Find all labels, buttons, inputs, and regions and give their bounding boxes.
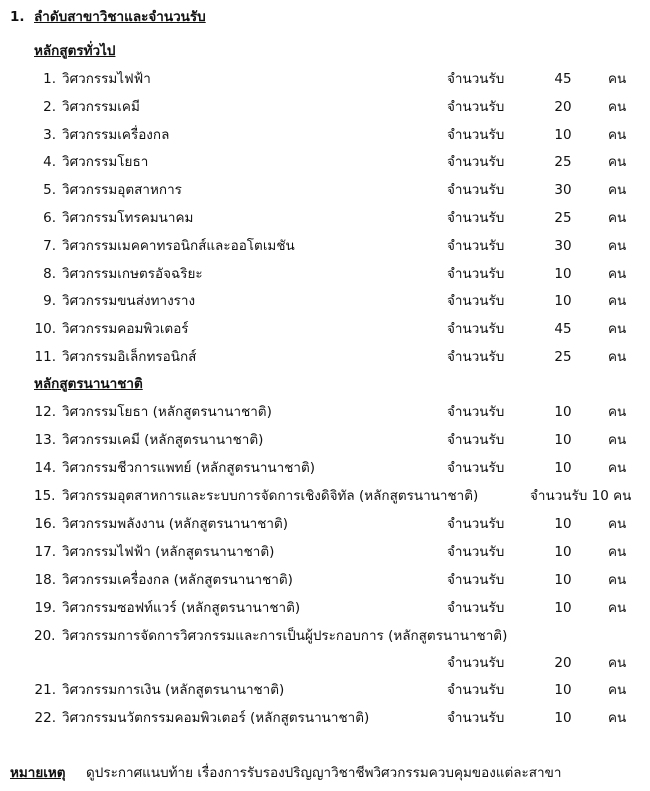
- item-count: 25: [554, 154, 572, 171]
- item-count: 10: [554, 600, 572, 616]
- item-name: วิศวกรรมเคมี: [62, 98, 140, 115]
- note-text: ดูประกาศแนบท้าย เรื่องการรับรองปริญญาวิชาชีพวิศวกรรมควบคุมของแต่ละสาขา: [86, 765, 562, 781]
- item-name: วิศวกรรมโทรคมนาคม: [62, 210, 194, 226]
- item-20-count: 20: [554, 655, 572, 671]
- item-count: 10: [554, 293, 572, 310]
- quota-label: จำนวนรับ: [447, 432, 505, 448]
- item-number: 4.: [43, 154, 56, 171]
- item-name: วิศวกรรมโยธา (หลักสูตรนานาชาติ): [62, 404, 272, 420]
- unit-label: คน: [608, 460, 627, 476]
- unit-label: คน: [608, 432, 627, 448]
- item-name: วิศวกรรมการเงิน (หลักสูตรนานาชาติ): [62, 682, 285, 698]
- unit-label: คน: [608, 544, 627, 560]
- item-number: 12.: [34, 404, 56, 420]
- quota-label: จำนวนรับ: [447, 404, 505, 420]
- item-count: 10: [554, 710, 572, 726]
- item-count: 25: [554, 210, 572, 226]
- item-number: 7.: [43, 237, 56, 254]
- item-count: 10: [554, 544, 572, 560]
- item-number: 9.: [43, 293, 56, 310]
- item-number: 6.: [43, 210, 56, 226]
- item-number: 21.: [34, 682, 56, 698]
- item-name: วิศวกรรมเครื่องกล: [62, 126, 170, 143]
- quota-label: จำนวนรับ: [447, 516, 505, 532]
- item-count: 10: [554, 265, 572, 282]
- item-name: วิศวกรรมขนส่งทางราง: [62, 293, 196, 310]
- unit-label: คน: [608, 265, 627, 282]
- quota-label: จำนวนรับ: [447, 265, 505, 282]
- item-number: 13.: [34, 432, 56, 448]
- unit-label: คน: [608, 98, 627, 115]
- item-15-name: วิศวกรรมอุตสาหการและระบบการจัดการเชิงดิจิทัล (หลักสูตรนานาชาติ): [62, 488, 479, 504]
- note-label: หมายเหตุ: [10, 765, 66, 781]
- unit-label: คน: [608, 71, 627, 87]
- item-20-name: วิศวกรรมการจัดการวิศวกรรมและการเป็นผู้ประกอบการ (หลักสูตรนานาชาติ): [62, 628, 508, 644]
- item-name: วิศวกรรมอุตสาหการ: [62, 182, 182, 199]
- unit-label: คน: [608, 293, 627, 310]
- item-number: 19.: [34, 600, 56, 616]
- unit-label: คน: [608, 682, 627, 698]
- quota-label: จำนวนรับ: [447, 544, 505, 560]
- item-name: วิศวกรรมเมคคาทรอนิกส์และออโตเมชัน: [62, 237, 295, 254]
- unit-label: คน: [608, 600, 627, 616]
- unit-label: คน: [608, 572, 627, 588]
- group-general-heading: หลักสูตรทั่วไป: [34, 43, 116, 59]
- item-number: 1.: [43, 71, 56, 87]
- item-count: 30: [554, 237, 572, 254]
- item-name: วิศวกรรมเคมี (หลักสูตรนานาชาติ): [62, 432, 264, 448]
- item-number: 11.: [34, 349, 56, 365]
- quota-label: จำนวนรับ: [447, 321, 505, 338]
- quota-label: จำนวนรับ: [447, 126, 505, 143]
- unit-label: คน: [608, 516, 627, 532]
- item-name: วิศวกรรมเครื่องกล (หลักสูตรนานาชาติ): [62, 572, 293, 588]
- item-count: 30: [554, 182, 572, 199]
- item-name: วิศวกรรมไฟฟ้า: [62, 71, 151, 87]
- item-20-unit: คน: [608, 655, 627, 671]
- unit-label: คน: [608, 710, 627, 726]
- item-number: 5.: [43, 182, 56, 199]
- item-name: วิศวกรรมโยธา: [62, 154, 149, 171]
- item-count: 45: [554, 71, 572, 87]
- item-15-quota: จำนวนรับ 10 คน: [530, 488, 632, 504]
- item-count: 10: [554, 404, 572, 420]
- item-count: 10: [554, 126, 572, 143]
- item-15-number: 15.: [34, 488, 56, 504]
- unit-label: คน: [608, 237, 627, 254]
- item-count: 10: [554, 460, 572, 476]
- item-number: 8.: [43, 265, 56, 282]
- item-name: วิศวกรรมอิเล็กทรอนิกส์: [62, 349, 197, 365]
- unit-label: คน: [608, 321, 627, 338]
- unit-label: คน: [608, 126, 627, 143]
- item-number: 3.: [43, 126, 56, 143]
- item-name: วิศวกรรมซอฟท์แวร์ (หลักสูตรนานาชาติ): [62, 600, 301, 616]
- item-name: วิศวกรรมคอมพิวเตอร์: [62, 321, 189, 338]
- item-number: 18.: [34, 572, 56, 588]
- unit-label: คน: [608, 349, 627, 365]
- quota-label: จำนวนรับ: [447, 98, 505, 115]
- item-name: วิศวกรรมเกษตรอัจฉริยะ: [62, 265, 203, 282]
- item-number: 22.: [34, 710, 56, 726]
- group-international-heading: หลักสูตรนานาชาติ: [34, 376, 143, 392]
- item-count: 10: [554, 682, 572, 698]
- unit-label: คน: [608, 154, 627, 171]
- item-20-number: 20.: [34, 628, 56, 644]
- item-count: 45: [554, 321, 572, 338]
- item-number: 17.: [34, 544, 56, 560]
- quota-label: จำนวนรับ: [447, 600, 505, 616]
- quota-label: จำนวนรับ: [447, 237, 505, 254]
- item-number: 14.: [34, 460, 56, 476]
- item-name: วิศวกรรมนวัตกรรมคอมพิวเตอร์ (หลักสูตรนานาชาติ): [62, 710, 370, 726]
- quota-label: จำนวนรับ: [447, 154, 505, 171]
- quota-label: จำนวนรับ: [447, 682, 505, 698]
- item-number: 10.: [34, 321, 56, 338]
- quota-label: จำนวนรับ: [447, 71, 505, 87]
- quota-label: จำนวนรับ: [447, 572, 505, 588]
- quota-label: จำนวนรับ: [447, 293, 505, 310]
- item-count: 10: [554, 516, 572, 532]
- section-number: 1.: [10, 9, 25, 25]
- item-count: 20: [554, 98, 572, 115]
- quota-label: จำนวนรับ: [447, 182, 505, 199]
- item-number: 2.: [43, 98, 56, 115]
- unit-label: คน: [608, 404, 627, 420]
- item-20-quota-label: จำนวนรับ: [447, 655, 505, 671]
- unit-label: คน: [608, 210, 627, 226]
- quota-label: จำนวนรับ: [447, 460, 505, 476]
- quota-label: จำนวนรับ: [447, 210, 505, 226]
- item-name: วิศวกรรมไฟฟ้า (หลักสูตรนานาชาติ): [62, 544, 275, 560]
- item-number: 16.: [34, 516, 56, 532]
- item-count: 25: [554, 349, 572, 365]
- quota-label: จำนวนรับ: [447, 710, 505, 726]
- section-title: ลำดับสาขาวิชาและจำนวนรับ: [34, 9, 206, 25]
- quota-label: จำนวนรับ: [447, 349, 505, 365]
- item-count: 10: [554, 572, 572, 588]
- item-name: วิศวกรรมพลังงาน (หลักสูตรนานาชาติ): [62, 516, 289, 532]
- unit-label: คน: [608, 182, 627, 199]
- item-name: วิศวกรรมชีวการแพทย์ (หลักสูตรนานาชาติ): [62, 460, 316, 476]
- item-count: 10: [554, 432, 572, 448]
